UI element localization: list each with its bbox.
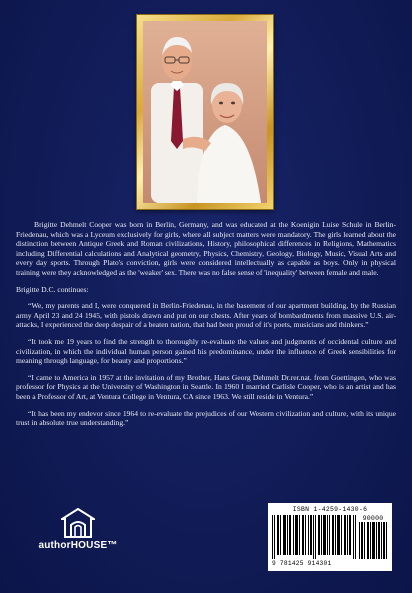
quote-paragraph-4: “It has been my endevor since 1964 to re-evaluate the prejudices of our Western civilization and culture, with its unique trust in absolute true understanding.” bbox=[16, 408, 396, 428]
isbn-label: ISBN 1-4259-1430-6 bbox=[292, 506, 368, 513]
price-addon-barcode bbox=[359, 522, 387, 559]
ean-barcode-block bbox=[272, 515, 356, 567]
biography-text bbox=[16, 220, 396, 435]
quote-paragraph-3: “I came to America in 1957 at the invitation of my Brother, Hans Georg Dehmelt Dr.rer.nat. from Goettingen, who was professor for Physics at the University of Washington in Seattle. In 1960 I married Carlisle Cooper, who is an artist and has been a Professor of Art, at Ventura College in Ventura, CA since 1963. We still reside in Ventura.” bbox=[16, 372, 396, 401]
author-photo-illustration bbox=[143, 21, 267, 203]
ean-digits: 9 781425 914301 bbox=[272, 560, 332, 567]
authorhouse-logo-icon bbox=[61, 508, 95, 538]
author-photo-frame bbox=[137, 15, 273, 209]
ean-barcode bbox=[272, 515, 356, 559]
publisher-name: authorHOUSE™ bbox=[38, 540, 118, 551]
biography-paragraph: Brigitte Dehmelt Cooper was born in Berlin, Germany, and was educated at the Koenigin Luise Schule in Berlin-Friedenau, which was a Lyceum exclusively for girls, where all subject matters were mandatory. The girls learned about the distinction between Antique Greek and Roman civilizations, History, philosophical differences in Religions, Mathematics including Differential calculations and Analytical geometry, Physics, Chemistry, Geology, Biology, Music, Visual Arts and every day sports. Through Plato's conviction, girls were considered intellectually as capable as boys. Only in physical training were they acknowledged as the 'weaker' sex. There was no false sense of 'inequality' between female and male. bbox=[16, 220, 396, 277]
barcode-box bbox=[268, 503, 392, 571]
quote-paragraph-2: “It took me 19 years to find the strength to thoroughly re-evaluate the values and judgments of occidental culture and civilization, in which the individual human person gained his predominance, under the influence of Greek sensibilities for meaning through language, for beauty and proportions.” bbox=[16, 336, 396, 366]
quote-paragraph-1: “We, my parents and I, were conquered in Berlin-Friedenau, in the basement of our apartment building, by the Russian army April 23 and 24 1945, with pistols drawn and put on our chests. After years of bombardments from massive U.S. air-attacks, I experienced the deep despair of a beaten nation, that had been proud of it's poets, musicians and thinkers.” bbox=[16, 301, 396, 330]
continues-line: Brigitte D.C. continues: bbox=[16, 284, 89, 294]
author-photo bbox=[143, 21, 267, 203]
price-addon-block bbox=[359, 515, 387, 559]
publisher-block bbox=[38, 508, 118, 551]
price-addon-digits: 90000 bbox=[362, 515, 384, 522]
barcode-row bbox=[272, 515, 388, 567]
